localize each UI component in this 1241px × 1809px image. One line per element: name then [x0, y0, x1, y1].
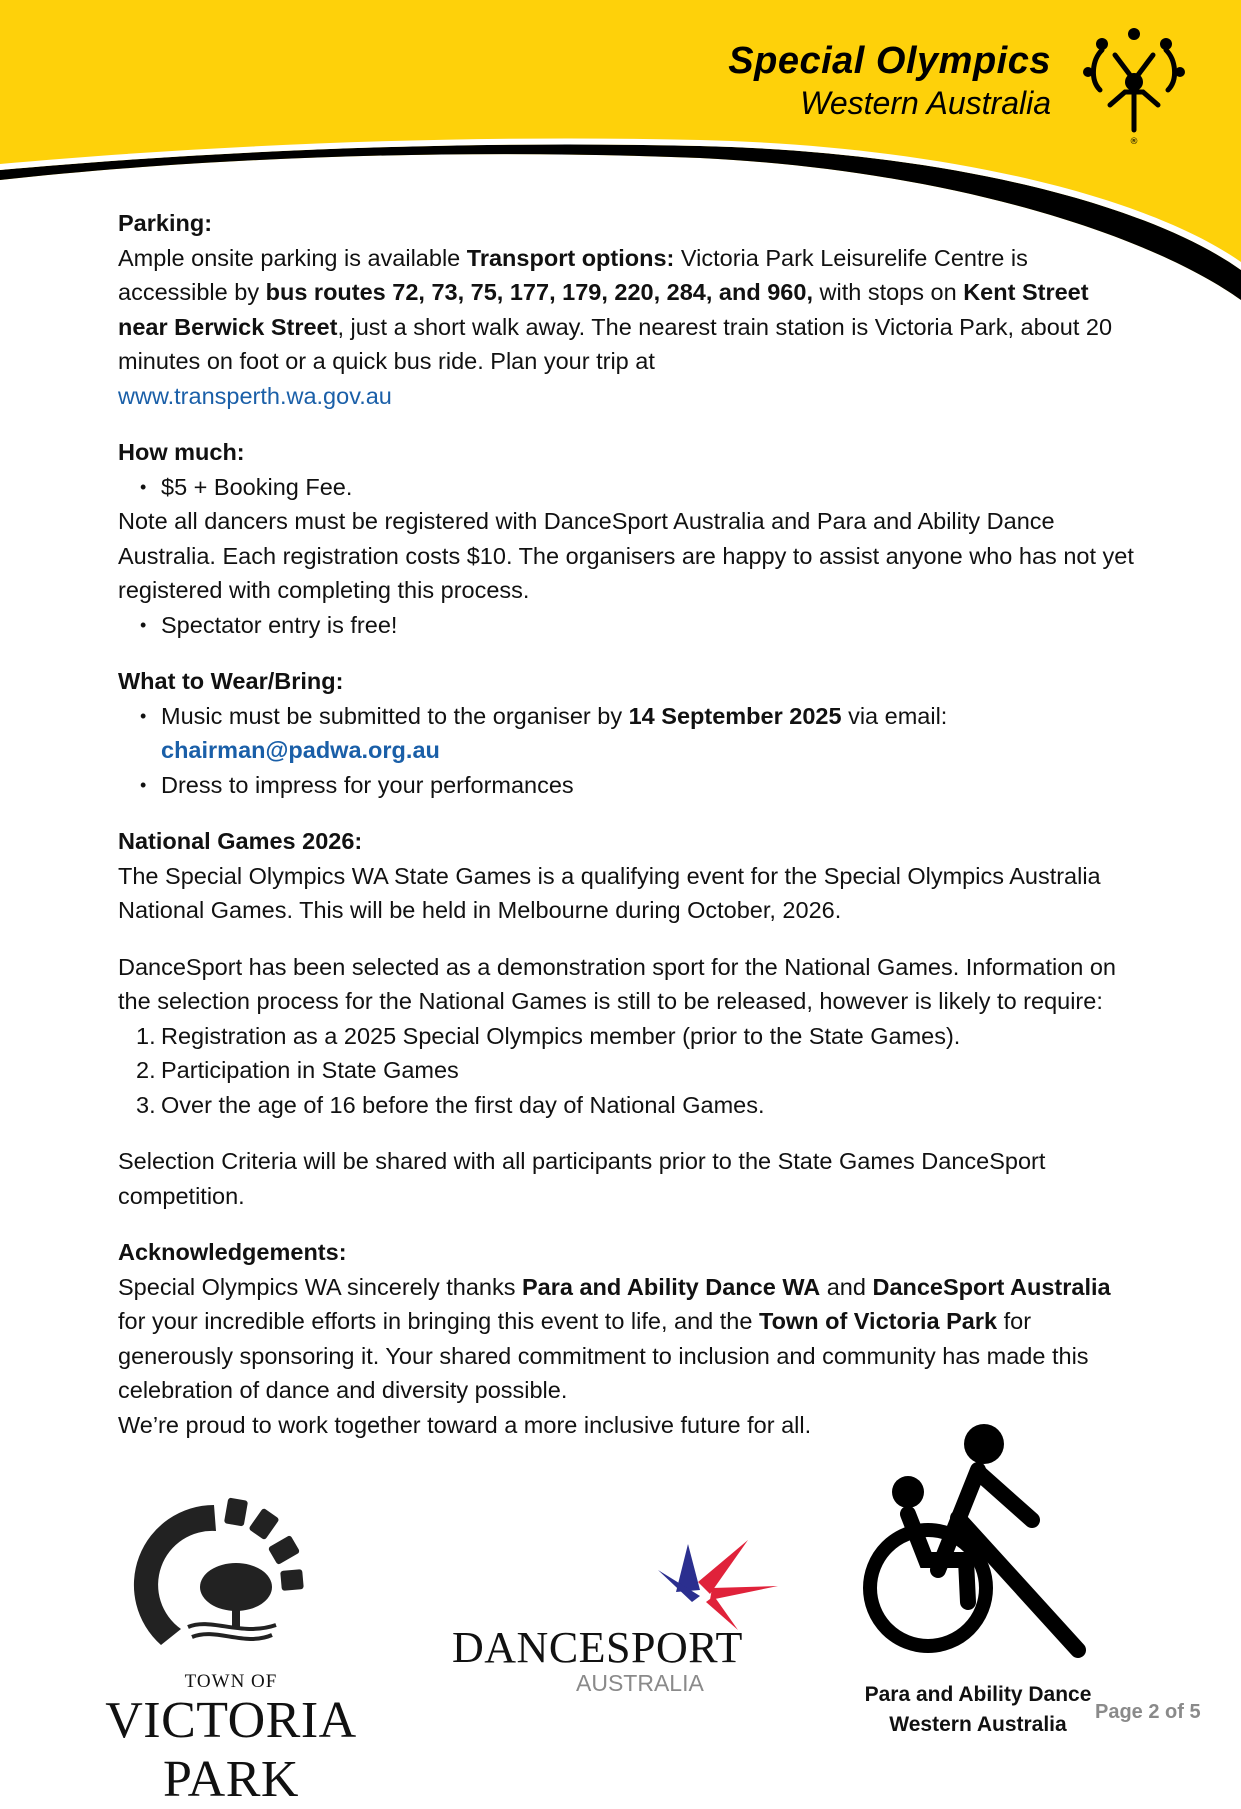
wheelchair-dancer-icon — [848, 1410, 1108, 1680]
victoria-park-name: VICTORIA PARK — [105, 1692, 357, 1808]
brand-wordmark — [728, 40, 1051, 122]
transperth-link[interactable]: www.transperth.wa.gov.au — [118, 382, 392, 409]
page-number: Page 2 of 5 — [1095, 1701, 1201, 1723]
dress-item: • Dress to impress for your performances — [118, 768, 1138, 803]
spectator-list — [118, 608, 1138, 643]
bus-routes: bus routes 72, 73, 75, 177, 179, 220, 284, and 960, — [265, 279, 813, 305]
national-games-section — [118, 824, 1138, 928]
dancesport-name: DANCESPORT — [452, 1623, 743, 1672]
music-deadline: 14 September 2025 — [628, 702, 842, 729]
org-region: Western Australia — [800, 85, 1051, 121]
dancesport-sub: AUSTRALIA — [576, 1670, 704, 1696]
selection-criteria-section — [118, 1144, 1138, 1213]
selection-criteria-text: Selection Criteria will be shared with all participants prior to the State Games DanceSport competition. — [118, 1148, 1046, 1209]
acknowledgements-text: Special Olympics WA sincerely thanks Para and Ability Dance WA and DanceSport Australia for your incredible efforts in bringing this event to life, and the Town of Victoria Park for generously sponsoring it. Your shared commitment to inclusion and community has made this celebration of dance and diversity possible. — [118, 1273, 1111, 1403]
spectator-item: • Spectator entry is free! — [118, 608, 1138, 643]
svg-text:®: ® — [1129, 137, 1139, 147]
parking-text: Ample onsite parking is available Transport options: Victoria Park Leisurelife Centre is accessible by bus routes 72, 73, 75, 177, 179, 220, 284, and 960, with stops on Kent Street near Berwick Street, just a short walk away. The nearest train station is Victoria Park, about 20 minutes on foot or a quick bus ride. Plan your trip at www.transperth.wa.gov.au — [118, 244, 1113, 409]
demonstration-sport-section — [118, 950, 1138, 1123]
page-content — [118, 206, 1138, 1464]
fee-item: • $5 + Booking Fee. — [118, 470, 1138, 505]
national-games-heading: National Games 2026: — [118, 828, 363, 854]
para-ability-dance-logo — [848, 1410, 1108, 1740]
parking-section — [118, 206, 1138, 413]
victoria-park-tree-icon — [66, 1495, 396, 1675]
organiser-email-link[interactable]: chairman@padwa.org.au — [161, 737, 440, 763]
requirement-item: 3. Over the age of 16 before the first day of National Games. — [136, 1091, 765, 1118]
stop-name: Kent Street near Berwick Street — [118, 279, 1089, 340]
victoria-park-town-label: TOWN OF — [184, 1671, 278, 1692]
org-name: Special Olympics — [728, 40, 1051, 82]
wear-bring-heading: What to Wear/Bring: — [118, 668, 344, 694]
how-much-heading: How much: — [118, 439, 245, 465]
national-games-intro: The Special Olympics WA State Games is a qualifying event for the Special Olympics Australia National Games. This will be held in Melbourne during October, 2026. — [118, 862, 1101, 923]
fee-list — [118, 470, 1138, 505]
registration-note: Note all dancers must be registered with DanceSport Australia and Para and Ability Dance Australia. Each registration costs $10. The organisers are happy to assist anyone who has not yet registered with completing this process. — [118, 508, 1134, 603]
demonstration-sport-text: DanceSport has been selected as a demonstration sport for the National Games. Information on the selection process for the National Games is still to be released, however is likely to require: — [118, 953, 1117, 1014]
special-olympics-logo-icon — [1070, 20, 1198, 148]
parking-heading: Parking: — [118, 210, 213, 236]
requirements-list — [118, 1019, 1138, 1123]
pad-line2: Western Australia — [889, 1713, 1067, 1736]
how-much-section — [118, 435, 1138, 642]
acknowledgements-heading: Acknowledgements: — [118, 1239, 347, 1265]
pad-line1: Para and Ability Dance — [864, 1683, 1092, 1706]
para-ability-dance-text — [848, 1680, 1108, 1740]
transport-label: Transport options: — [466, 244, 675, 271]
music-item: • Music must be submitted to the organiser by 14 September 2025 via email: chairman@padwa.org.au — [118, 699, 1138, 768]
wear-bring-section — [118, 664, 1138, 802]
victoria-park-logo — [66, 1495, 396, 1808]
dancesport-logo — [448, 1530, 788, 1700]
requirement-item: 2. Participation in State Games — [136, 1057, 459, 1083]
requirement-item: 1. Registration as a 2025 Special Olympics member (prior to the State Games). — [136, 1022, 961, 1049]
acknowledgements-closing: We’re proud to work together toward a more inclusive future for all. — [118, 1411, 812, 1438]
wear-bring-list — [118, 699, 1138, 803]
